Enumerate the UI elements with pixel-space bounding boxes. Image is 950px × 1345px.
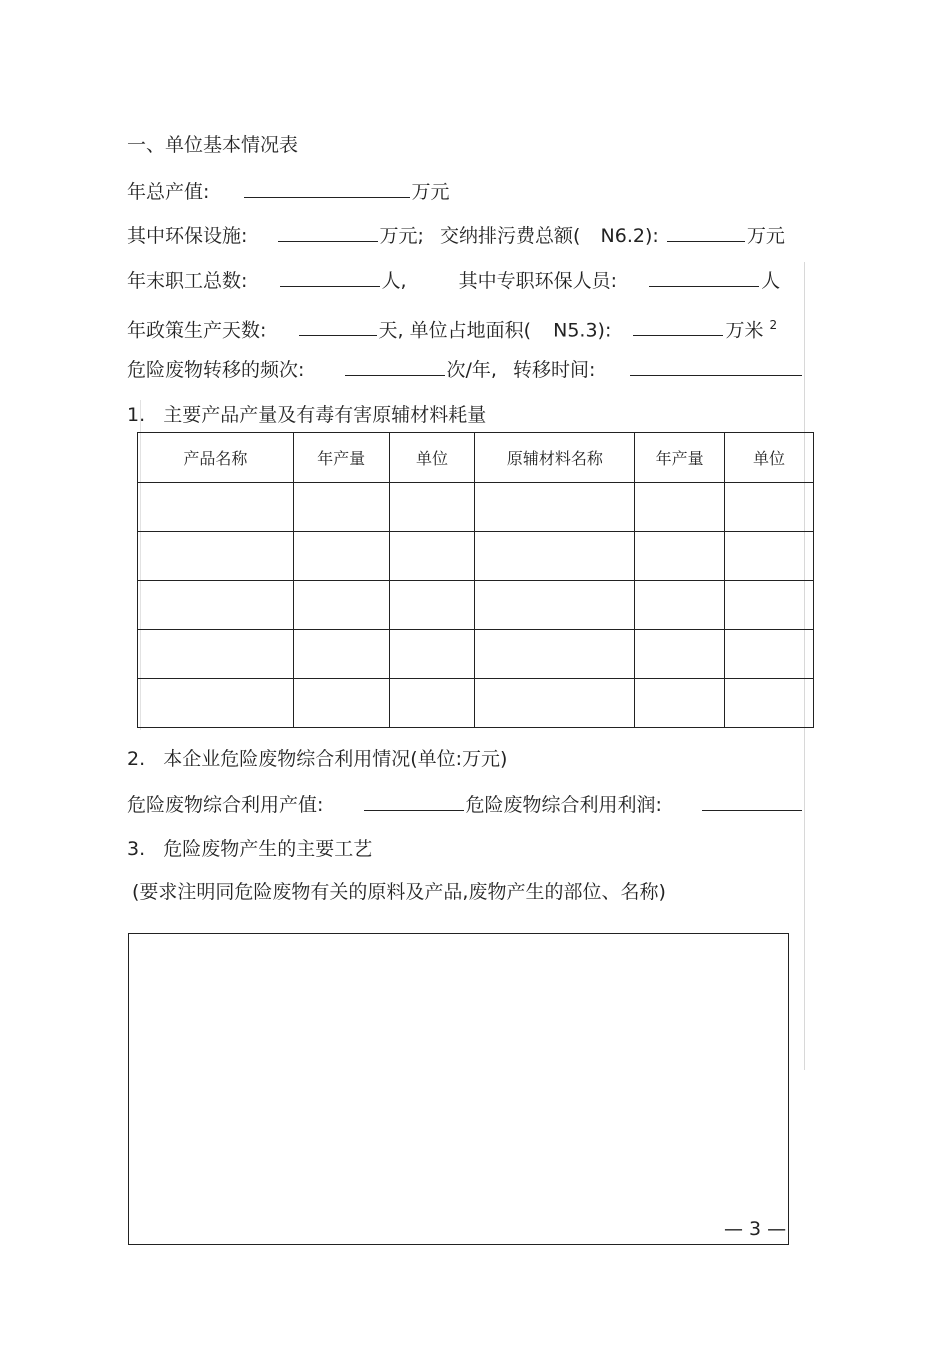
table-cell[interactable] <box>635 532 725 581</box>
utilization-profit-label: 危险废物综合利用利润: <box>465 794 662 816</box>
env-facilities-row <box>127 223 785 248</box>
transfer-freq-unit: 次/年, <box>446 359 497 381</box>
table-row <box>138 483 814 532</box>
col-material-name: 原辅材料名称 <box>475 433 635 483</box>
area-unit-superscript: 2 <box>769 318 778 332</box>
col-product-name: 产品名称 <box>138 433 294 483</box>
staff-field[interactable] <box>280 268 380 287</box>
section-3-note: (要求注明同危险废物有关的原料及产品,废物产生的部位、名称) <box>132 881 666 903</box>
transfer-time-field[interactable] <box>630 357 802 376</box>
page-number: — 3 — <box>724 1218 787 1240</box>
table-cell[interactable] <box>725 630 814 679</box>
fee-unit: 万元 <box>746 225 785 247</box>
staff-unit: 人, <box>381 270 407 292</box>
utilization-value-field[interactable] <box>364 792 464 811</box>
table-cell[interactable] <box>475 630 635 679</box>
env-staff-label: 其中专职环保人员: <box>458 270 618 292</box>
table-cell[interactable] <box>138 679 294 728</box>
area-label: 单位占地面积( <box>409 319 532 342</box>
utilization-value-label: 危险废物综合利用产值: <box>127 794 324 816</box>
process-description-box[interactable] <box>128 933 789 1245</box>
staff-row <box>127 268 780 293</box>
table-cell[interactable] <box>293 532 389 581</box>
table-cell[interactable] <box>635 630 725 679</box>
section-1-number: 1. <box>127 404 146 426</box>
table-row <box>138 532 814 581</box>
utilization-profit-field[interactable] <box>702 792 802 811</box>
production-days-label: 年政策生产天数: <box>127 319 267 342</box>
table-cell[interactable] <box>293 679 389 728</box>
table-cell[interactable] <box>389 630 475 679</box>
fee-field[interactable] <box>667 223 745 242</box>
area-code: N5.3): <box>553 319 612 342</box>
table-cell[interactable] <box>293 581 389 630</box>
section-3-title: 危险废物产生的主要工艺 <box>163 838 373 860</box>
section-2-title: 本企业危险废物综合利用情况(单位:万元) <box>163 748 508 770</box>
table-row <box>138 679 814 728</box>
table-row <box>138 630 814 679</box>
env-facilities-unit: 万元; <box>379 225 424 247</box>
section-title: 一、单位基本情况表 <box>127 134 299 156</box>
col-material-unit: 单位 <box>725 433 814 483</box>
section-1-heading <box>127 403 486 427</box>
col-unit: 单位 <box>389 433 475 483</box>
table-row <box>138 581 814 630</box>
col-annual-output: 年产量 <box>293 433 389 483</box>
table-cell[interactable] <box>475 532 635 581</box>
table-cell[interactable] <box>725 532 814 581</box>
product-materials-table <box>137 432 814 728</box>
section-2-number: 2. <box>127 748 146 770</box>
production-row <box>127 313 777 342</box>
table-cell[interactable] <box>725 483 814 532</box>
env-facilities-field[interactable] <box>278 223 378 242</box>
table-cell[interactable] <box>138 532 294 581</box>
col-material-output: 年产量 <box>635 433 725 483</box>
annual-output-unit: 万元 <box>411 181 450 203</box>
production-days-unit: 天, <box>378 319 404 342</box>
table-cell[interactable] <box>725 581 814 630</box>
transfer-freq-label: 危险废物转移的频次: <box>127 359 305 381</box>
env-staff-field[interactable] <box>649 268 759 287</box>
transfer-row <box>127 357 804 382</box>
table-cell[interactable] <box>389 679 475 728</box>
env-facilities-label: 其中环保设施: <box>127 225 248 247</box>
table-cell[interactable] <box>138 581 294 630</box>
annual-output-label: 年总产值: <box>127 181 210 203</box>
table-cell[interactable] <box>635 679 725 728</box>
section-2-heading <box>127 747 507 771</box>
table-cell[interactable] <box>138 630 294 679</box>
section-3-number: 3. <box>127 838 146 860</box>
fee-label: 交纳排污费总额( <box>440 225 581 247</box>
table-cell[interactable] <box>138 483 294 532</box>
table-cell[interactable] <box>475 483 635 532</box>
annual-output-row <box>127 179 450 204</box>
table-cell[interactable] <box>475 581 635 630</box>
table-cell[interactable] <box>293 630 389 679</box>
transfer-freq-field[interactable] <box>345 357 445 376</box>
table-cell[interactable] <box>635 483 725 532</box>
utilization-row <box>127 792 804 817</box>
section-3-heading <box>127 837 372 861</box>
table-cell[interactable] <box>293 483 389 532</box>
table-cell[interactable] <box>635 581 725 630</box>
table-cell[interactable] <box>389 532 475 581</box>
env-staff-unit: 人 <box>761 270 781 292</box>
table-cell[interactable] <box>389 581 475 630</box>
staff-label: 年末职工总数: <box>127 270 248 292</box>
table-cell[interactable] <box>725 679 814 728</box>
table-header-row <box>138 433 814 483</box>
annual-output-field[interactable] <box>244 179 410 198</box>
section-1-title: 主要产品产量及有毒有害原辅材料耗量 <box>163 404 487 426</box>
production-days-field[interactable] <box>299 317 377 336</box>
fee-code: N6.2): <box>600 225 659 247</box>
transfer-time-label: 转移时间: <box>513 359 596 381</box>
table-cell[interactable] <box>475 679 635 728</box>
area-field[interactable] <box>633 317 723 336</box>
table-cell[interactable] <box>389 483 475 532</box>
area-unit: 万米 <box>725 319 764 342</box>
